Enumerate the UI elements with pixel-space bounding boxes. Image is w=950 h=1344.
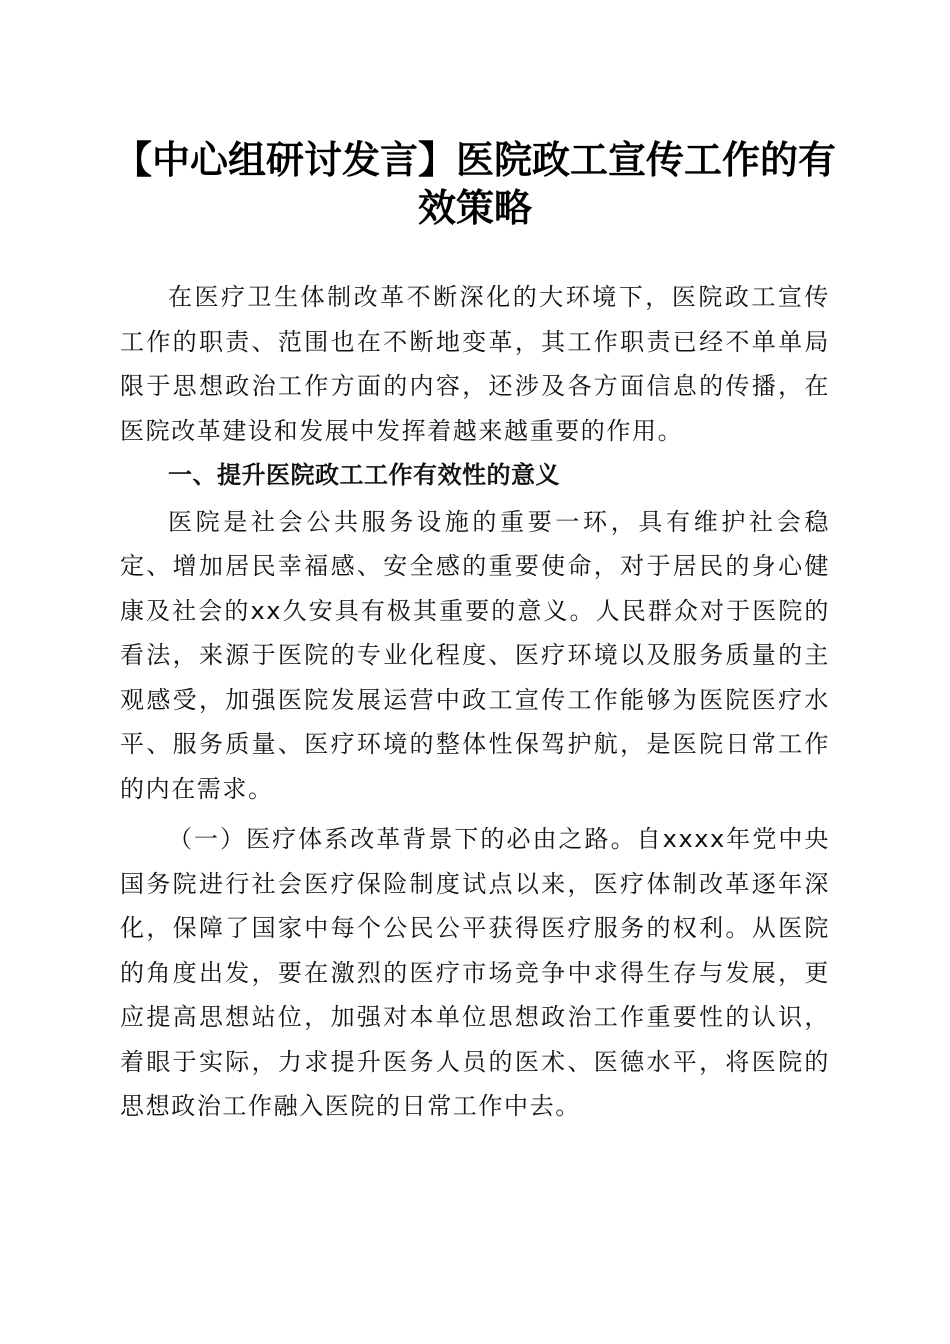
section-heading: 一、提升医院政工工作有效性的意义 (168, 461, 560, 489)
subsection-paragraph: （一）医疗体系改革背景下的必由之路。自xxxx年党中央国务院进行社会医疗保险制度试点以来，医疗体制改革逐年深化，保障了国家中每个公民公平获得医疗服务的权利。从医院的角度出发，要在激烈的医疗市场竞争中求得生存与发展，更应提高思想站位，加强对本单位思想政治工作重要性的认识，着眼于实际，力求提升医务人员的医术、医德水平，将医院的思想政治工作融入医院的日常工作中去。 (120, 825, 830, 1120)
document-body (120, 275, 830, 1129)
intro-paragraph: 在医疗卫生体制改革不断深化的大环境下，医院政工宣传工作的职责、范围也在不断地变革，其工作职责已经不单单局限于思想政治工作方面的内容，还涉及各方面信息的传播，在医院改革建设和发展中发挥着越来越重要的作用。 (120, 283, 830, 445)
document-title: 【中心组研讨发言】医院政工宣传工作的有效策略 (113, 137, 836, 230)
section-paragraph: 医院是社会公共服务设施的重要一环，具有维护社会稳定、增加居民幸福感、安全感的重要使命，对于居民的身心健康及社会的xx久安具有极其重要的意义。人民群众对于医院的看法，来源于医院的专业化程度、医疗环境以及服务质量的主观感受，加强医院发展运营中政工宣传工作能够为医院医疗水平、服务质量、医疗环境的整体性保驾护航，是医院日常工作的内在需求。 (120, 507, 830, 803)
